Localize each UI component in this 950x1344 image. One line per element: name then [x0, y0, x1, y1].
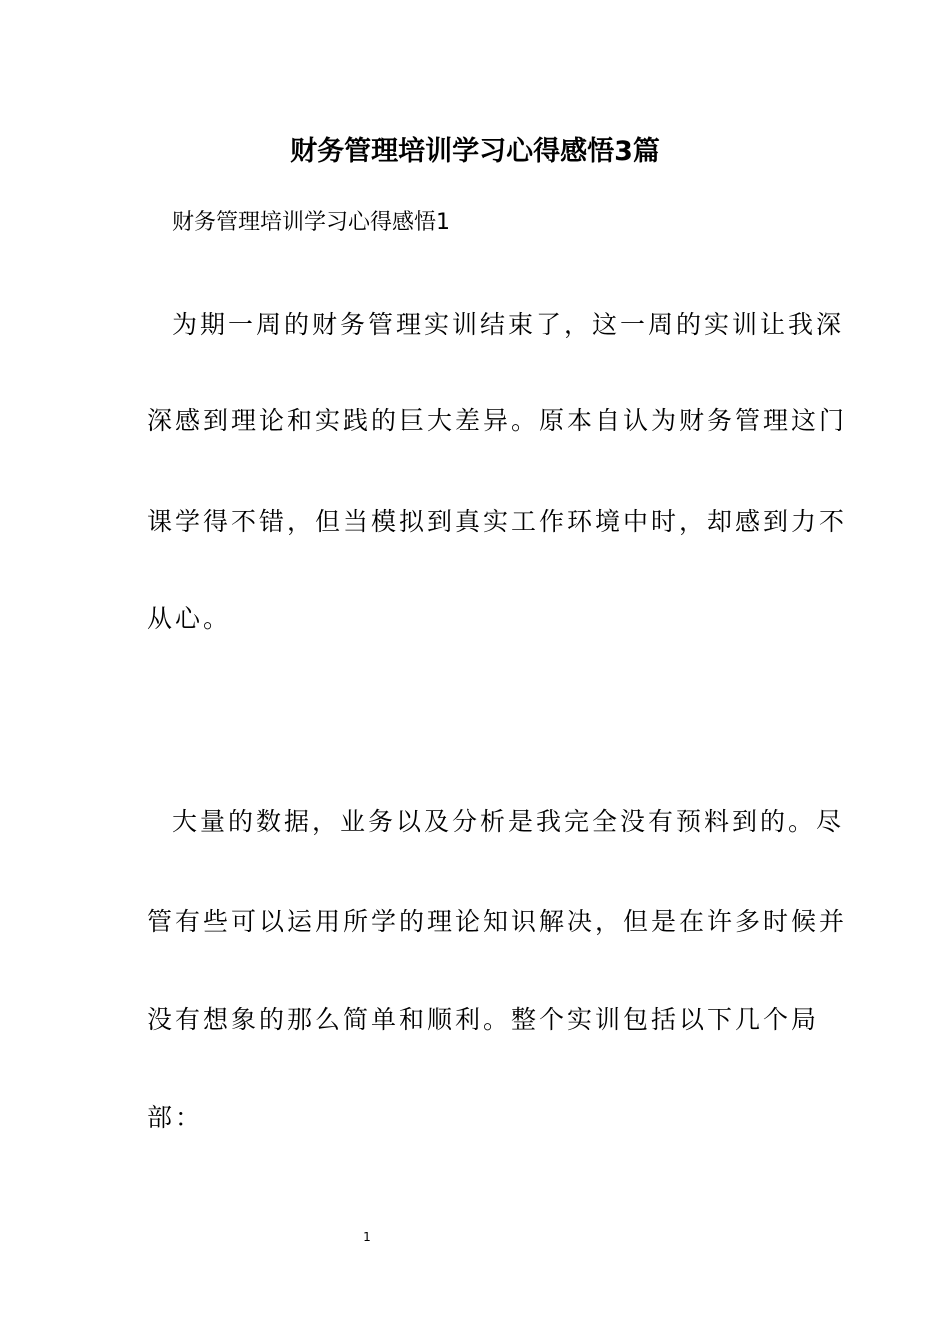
paragraph-line: 从心。	[147, 604, 232, 633]
paragraph-line: 大量的数据，业务以及分析是我完全没有预料到的。尽	[172, 807, 845, 836]
document-title: 财务管理培训学习心得感悟3篇	[290, 136, 660, 167]
paragraph-line: 管有些可以运用所学的理论知识解决，但是在许多时候并	[147, 907, 848, 936]
paragraph-line: 课学得不错，但当模拟到真实工作环境中时，却感到力不	[147, 507, 848, 536]
paragraph-line: 为期一周的财务管理实训结束了，这一周的实训让我深	[172, 310, 845, 339]
paragraph-line: 没有想象的那么简单和顺利。整个实训包括以下几个局	[147, 1005, 820, 1034]
paragraph-line: 深感到理论和实践的巨大差异。原本自认为财务管理这门	[147, 406, 848, 435]
section-heading: 财务管理培训学习心得感悟1	[172, 210, 450, 235]
paragraph-line: 部：	[147, 1103, 204, 1132]
page-number: 1	[363, 1230, 371, 1244]
